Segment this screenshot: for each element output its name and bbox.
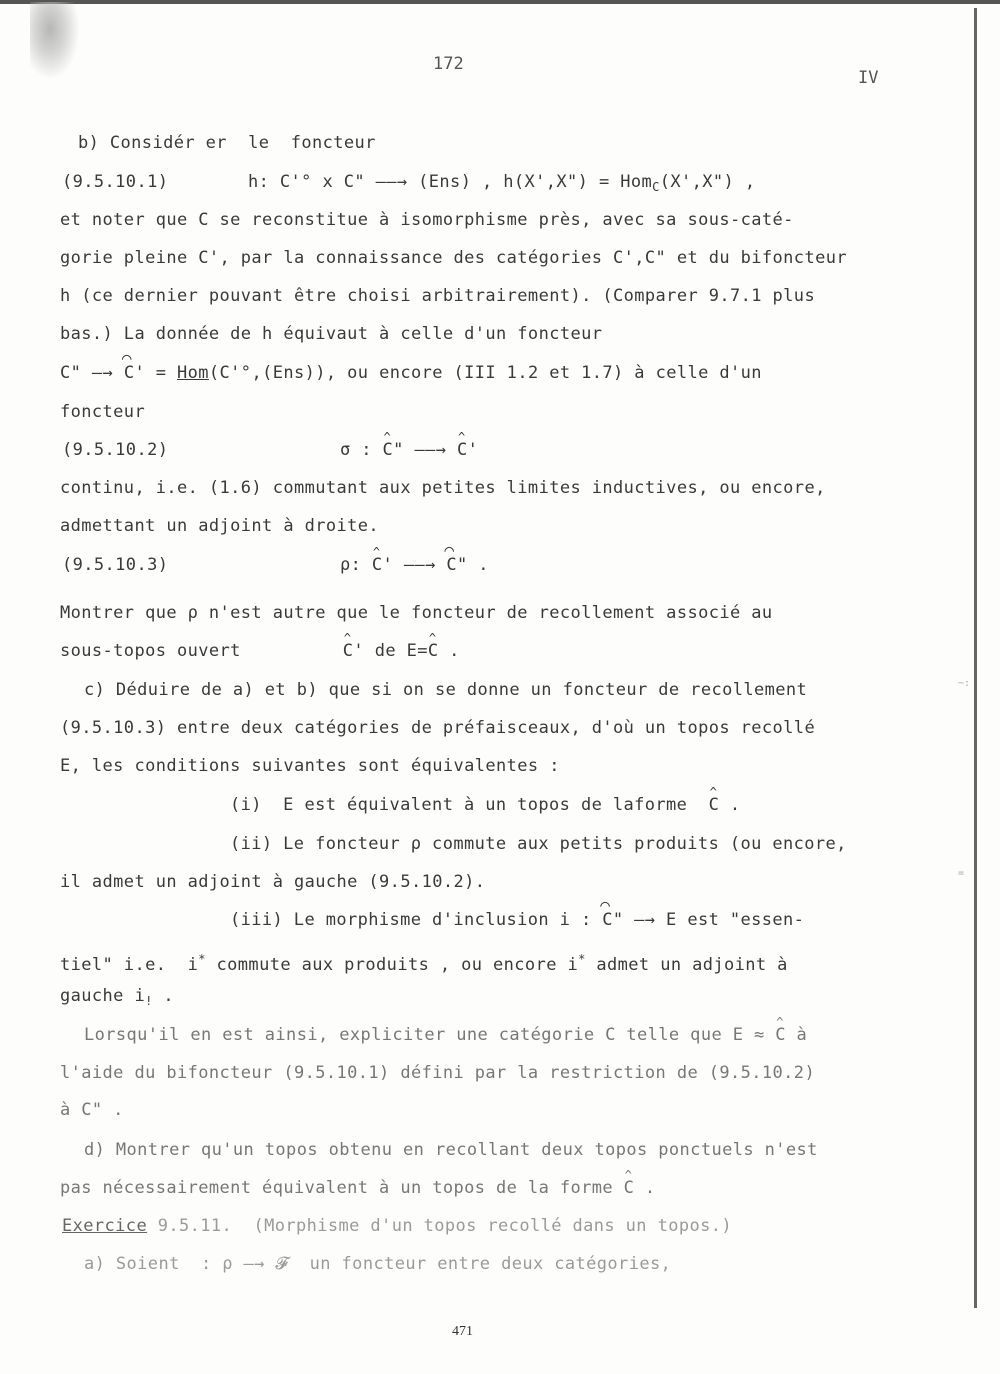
text-part: =: [145, 363, 177, 383]
text-part: tiel" i.e. i: [60, 955, 199, 975]
text-line: Montrer que ρ n'est autre que le foncteur de recollement associé au: [60, 603, 773, 623]
margin-mark: =: [958, 868, 965, 879]
presheaf-symbol: ^ C': [457, 440, 478, 460]
scan-smudge: [30, 2, 80, 80]
equation-part: ρ:: [340, 555, 372, 575]
text-line: admettant un adjoint à droite.: [60, 516, 380, 536]
superscript: *: [578, 952, 586, 966]
equation-number: (9.5.10.3): [62, 555, 169, 575]
text-part: Lorsqu'il en est ainsi, expliciter une catégorie C telle que E ≈: [84, 1025, 776, 1045]
text-part: sous-topos ouvert: [60, 641, 241, 661]
presheaf-symbol: ^ C': [343, 641, 364, 661]
equation-part: .: [467, 555, 489, 575]
footer-page-number: 471: [452, 1324, 473, 1339]
text-line: à C" .: [60, 1100, 124, 1120]
text-line: il admet un adjoint à gauche (9.5.10.2).: [60, 872, 486, 892]
text-line: b) Considér er le foncteur: [78, 133, 376, 153]
text-part: .: [719, 795, 741, 815]
text-line: [60, 641, 460, 661]
exercise-title: 9.5.11. (Morphisme d'un topos recollé dans un topos.): [147, 1216, 733, 1236]
text-part: de E=: [364, 641, 428, 661]
equation-part: (X',X") ,: [659, 172, 756, 192]
text-part: gauche i: [60, 986, 146, 1006]
header-chapter: IV: [858, 68, 879, 88]
scan-border-right: [974, 8, 977, 1308]
text-line: continu, i.e. (1.6) commutant aux petites limites inductives, ou encore,: [60, 478, 826, 498]
text-line: gorie pleine C', par la connaissance des catégories C',C" et du bifoncteur: [60, 248, 847, 268]
header-page-number: 172: [433, 54, 464, 74]
equation: [248, 172, 755, 197]
equation-part: h: C'° x C" ——→ (Ens) , h(X',X") = Hom: [248, 172, 653, 192]
text-line: et noter que C se reconstitue à isomorphisme près, avec sa sous-caté-: [60, 210, 794, 230]
equation-part: σ :: [340, 440, 383, 460]
equation: [340, 555, 489, 575]
text-part: (i) E est équivalent à un topos de laforme: [230, 795, 709, 815]
presheaf-symbol: ^ C: [709, 795, 720, 815]
equation-number: (9.5.10.2): [62, 440, 169, 460]
condition-item: [230, 910, 804, 930]
text-line: foncteur: [60, 402, 146, 422]
text-line: [60, 363, 762, 383]
text-part: admet un adjoint à: [585, 955, 788, 975]
text-part: .: [438, 641, 460, 661]
equation-part: ——→: [393, 555, 447, 575]
presheaf-symbol: ⌒ C": [446, 555, 467, 575]
presheaf-symbol: ^ C": [383, 440, 404, 460]
presheaf-symbol: ⌒ C": [602, 910, 623, 930]
text-line: [60, 949, 788, 975]
text-part: —→ E est "essen-: [623, 910, 805, 930]
text-line: l'aide du bifoncteur (9.5.10.1) défini par la restriction de (9.5.10.2): [60, 1063, 816, 1083]
text-part: C" —→: [60, 363, 124, 383]
text-part: commute aux produits , ou encore i: [205, 955, 579, 975]
equation-number: (9.5.10.1): [62, 172, 169, 192]
equation: [340, 440, 478, 460]
text-line: [60, 1178, 656, 1198]
exercise-heading: [62, 1216, 732, 1236]
text-line: [84, 1025, 807, 1045]
equation-part: ——→: [403, 440, 458, 460]
text-line: E, les conditions suivantes sont équivalentes :: [60, 756, 560, 776]
text-line: h (ce dernier pouvant être choisi arbitrairement). (Comparer 9.7.1 plus: [60, 286, 816, 306]
text-part: .: [634, 1178, 656, 1198]
scan-border-top: [0, 0, 1000, 4]
text-line: bas.) La donnée de h équivaut à celle d'un foncteur: [60, 324, 603, 344]
text-part: (iii) Le morphisme d'inclusion i :: [230, 910, 603, 930]
exercise-label: Exercice: [62, 1216, 148, 1236]
text-part: (C'°,(Ens)), ou encore (III 1.2 et 1.7) à celle d'un: [208, 363, 762, 383]
text-part: pas nécessairement équivalent à un topos de la forme: [60, 1178, 624, 1198]
text-line: c) Déduire de a) et b) que si on se donne un foncteur de recollement: [84, 680, 808, 700]
superscript: *: [198, 952, 206, 966]
text-line: d) Montrer qu'un topos obtenu en recollant deux topos ponctuels n'est: [84, 1140, 818, 1160]
text-line: a) Soient : ρ —→ 𝓕 un foncteur entre deux catégories,: [84, 1254, 672, 1274]
presheaf-symbol: ^ C: [775, 1025, 786, 1045]
subscript: C: [652, 180, 660, 194]
text-line: (9.5.10.3) entre deux catégories de préfaisceaux, d'où un topos recollé: [60, 718, 816, 738]
presheaf-symbol: ^ C: [428, 641, 439, 661]
underlined-term: Hom: [177, 363, 209, 383]
condition-item: [230, 795, 741, 815]
text-line: [60, 986, 174, 1011]
presheaf-symbol: ⌒ C': [124, 363, 145, 383]
presheaf-symbol: ^ C': [372, 555, 393, 575]
margin-mark: ~:: [958, 678, 971, 689]
subscript: !: [145, 994, 153, 1008]
text-part: .: [152, 986, 174, 1006]
text-part: à: [785, 1025, 808, 1045]
condition-item: (ii) Le foncteur ρ commute aux petits produits (ou encore,: [230, 834, 847, 854]
presheaf-symbol: ^ C: [624, 1178, 635, 1198]
